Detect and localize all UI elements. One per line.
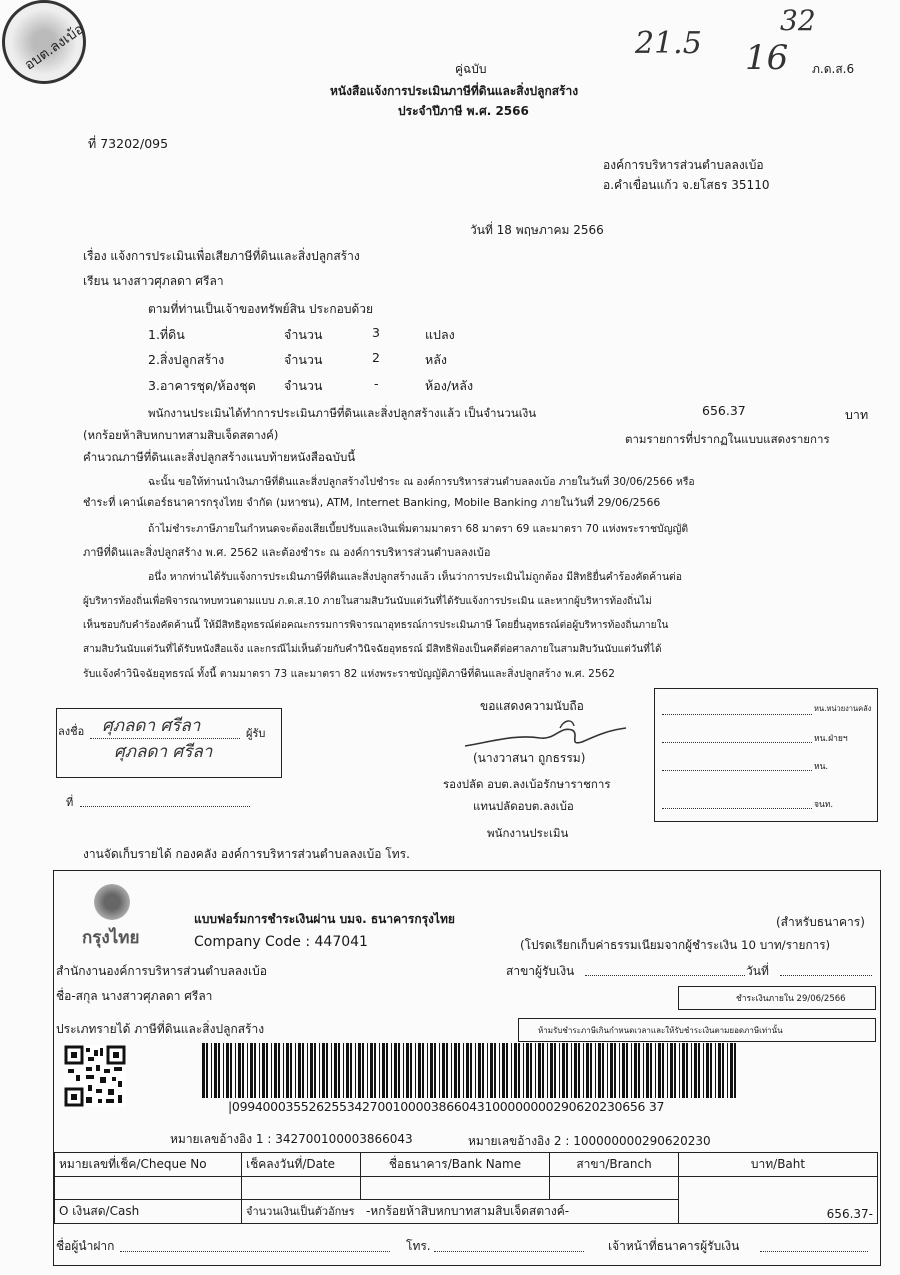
- barcode-bar: [730, 1043, 733, 1098]
- col-bank-name: ชื่อธนาคาร/Bank Name: [361, 1153, 550, 1177]
- barcode-bar: [307, 1043, 308, 1098]
- date-label: ที่: [66, 796, 74, 809]
- barcode-bar: [314, 1043, 316, 1098]
- barcode-bar: [542, 1043, 544, 1098]
- barcode-bar: [367, 1043, 368, 1098]
- barcode-bar: [703, 1043, 704, 1098]
- barcode-bar: [566, 1043, 568, 1098]
- barcode-bar: [362, 1043, 364, 1098]
- barcode-bar: [418, 1043, 421, 1098]
- document-title: หนังสือแจ้งการประเมินภาษีที่ดินและสิ่งปลูกสร้าง: [330, 84, 579, 98]
- barcode-bar: [386, 1043, 388, 1098]
- barcode-bar: [338, 1043, 340, 1098]
- company-code: Company Code : 447041: [194, 934, 368, 950]
- barcode-bar: [283, 1043, 284, 1098]
- barcode-bar: [343, 1043, 344, 1098]
- tel-label: โทร.: [406, 1239, 431, 1253]
- barcode-bar: [646, 1043, 649, 1098]
- paragraph-3c: เห็นชอบกับคำร้องคัดค้านนี้ ให้มีสิทธิอุทธรณ์ต่อคณะกรรมการพิจารณาอุทธรณ์การประเมินภาษี โดยยื่นอุทธรณ์ต่อผู้บริหารท้องถิ่นภายใน: [83, 620, 669, 631]
- approval-line-3: [662, 770, 812, 771]
- barcode-bar: [278, 1043, 280, 1098]
- seal-stamp-text: อบต.ลงเบ้อ: [21, 21, 87, 74]
- barcode-bar: [511, 1043, 512, 1098]
- payslip-title: แบบฟอร์มการชำระเงินผ่าน บมจ. ธนาคารกรุงไทย: [194, 912, 455, 926]
- calculation-line: คำนวณภาษีที่ดินและสิ่งปลูกสร้างแนบท้ายหนังสือฉบับนี้: [83, 450, 356, 464]
- barcode-bar: [526, 1043, 529, 1098]
- receiver-name-handwritten: ศุภลดา ศรีลา: [114, 742, 213, 762]
- barcode-bar: [598, 1043, 601, 1098]
- barcode-bar: [206, 1043, 208, 1098]
- paragraph-2b: ภาษีที่ดินและสิ่งปลูกสร้าง พ.ศ. 2562 และต้องชำระ ณ องค์การบริหารส่วนตำบลลงเบ้อ: [83, 546, 491, 559]
- bank-logo-text: กรุงไทย: [82, 928, 140, 948]
- barcode-bar: [638, 1043, 640, 1098]
- list-reference: ตามรายการที่ปรากฏในแบบแสดงรายการ: [625, 432, 830, 446]
- barcode-bar: [374, 1043, 376, 1098]
- barcode-number: |099400035526255342700100003866043100000000290620230656 37: [228, 1099, 665, 1114]
- barcode-bar: [286, 1043, 289, 1098]
- date-label-slip: วันที่: [746, 964, 769, 978]
- barcode-bar: [247, 1043, 248, 1098]
- branch-line: [585, 975, 745, 976]
- item-unit-1: แปลง: [425, 327, 455, 342]
- barcode-bar: [550, 1043, 553, 1098]
- barcode-bar: [442, 1043, 445, 1098]
- date-line: [80, 806, 250, 807]
- barcode-bar: [271, 1043, 272, 1098]
- barcode-bar: [578, 1043, 580, 1098]
- barcode-bar: [274, 1043, 277, 1098]
- barcode-bar: [350, 1043, 352, 1098]
- item-unit-2: หลัง: [425, 352, 448, 367]
- depositor-label: ชื่อผู้นำฝาก: [56, 1239, 115, 1253]
- barcode-bar: [422, 1043, 424, 1098]
- barcode-bar: [410, 1043, 412, 1098]
- barcode-bar: [562, 1043, 565, 1098]
- barcode-bar: [406, 1043, 409, 1098]
- sign-label: ลงชื่อ: [58, 725, 85, 738]
- barcode-bar: [262, 1043, 265, 1098]
- barcode-bar: [310, 1043, 313, 1098]
- approval-line-1: [662, 714, 812, 715]
- barcode-bar: [554, 1043, 556, 1098]
- barcode-bar: [415, 1043, 416, 1098]
- recipient-line: เรียน นางสาวศุภลดา ศรีลา: [83, 274, 224, 288]
- amount-in-words: (หกร้อยห้าสิบหกบาทสามสิบเจ็ดสตางค์): [83, 428, 279, 442]
- barcode-bar: [254, 1043, 256, 1098]
- col-branch: สาขา/Branch: [550, 1153, 679, 1177]
- barcode-bar: [595, 1043, 596, 1098]
- blank-cell: [55, 1177, 242, 1200]
- org-name: องค์การบริหารส่วนตำบลลงเบ้อ: [603, 158, 764, 172]
- paragraph-3e: รับแจ้งคำวินิจฉัยอุทธรณ์ ทั้งนี้ ตามมาตรา 73 และมาตรา 82 แห่งพระราชบัญญัติภาษีที่ดินและสิ่งปลูกสร้าง พ.ศ. 2562: [83, 668, 615, 680]
- barcode-bar: [574, 1043, 577, 1098]
- officer-name: (นางวาสนา ถูกธรรม): [473, 751, 586, 765]
- barcode-bar: [434, 1043, 436, 1098]
- regards-line: ขอแสดงความนับถือ: [480, 699, 584, 713]
- cash-option: O เงินสด/Cash: [55, 1200, 242, 1224]
- barcode-bar: [427, 1043, 428, 1098]
- item-qty-3: -: [374, 376, 379, 391]
- item-name-1: 1.ที่ดิน: [148, 327, 185, 342]
- table-header-row: [55, 1153, 878, 1177]
- slip-amount: 656.37-: [826, 1207, 873, 1221]
- paragraph-3b: ผู้บริหารท้องถิ่นเพื่อพิจารณาทบทวนตามแบบ ภ.ด.ส.10 ภายในสามสิบวันนับแต่วันที่ได้รับแจ้งการประเมิน และหากผู้บริหารท้องถิ่นไม่: [83, 596, 652, 607]
- barcode-bar: [679, 1043, 680, 1098]
- barcode-bar: [571, 1043, 572, 1098]
- barcode-bar: [470, 1043, 472, 1098]
- barcode-bar: [250, 1043, 253, 1098]
- barcode-bar: [482, 1043, 484, 1098]
- barcode-bar: [586, 1043, 589, 1098]
- paragraph-1a: ฉะนั้น ขอให้ท่านนำเงินภาษีที่ดินและสิ่งปลูกสร้างไปชำระ ณ องค์การบริหารส่วนตำบลลงเบ้อ ภายในวันที่ 30/06/2566 หรือ: [148, 476, 695, 488]
- barcode-bar: [211, 1043, 212, 1098]
- slip-amount-words: -หกร้อยห้าสิบหกบาทสามสิบเจ็ดสตางค์-: [365, 1204, 570, 1218]
- barcode-bar: [454, 1043, 457, 1098]
- date-line-slip: [780, 975, 872, 976]
- barcode-bar: [682, 1043, 685, 1098]
- barcode-bar: [487, 1043, 488, 1098]
- item-name-2: 2.สิ่งปลูกสร้าง: [148, 352, 225, 367]
- barcode-bar: [559, 1043, 560, 1098]
- barcode-bar: [446, 1043, 448, 1098]
- barcode-bar: [518, 1043, 520, 1098]
- barcode-bar: [722, 1043, 724, 1098]
- warning-text: ห้ามรับชำระภาษีเกินกำหนดเวลาและให้รับชำระเงินตามยอดภาษีเท่านั้น: [538, 1026, 783, 1035]
- barcode-bar: [451, 1043, 452, 1098]
- currency-label: บาท: [845, 407, 869, 422]
- barcode-bar: [619, 1043, 620, 1098]
- table-blank-row: [55, 1177, 878, 1200]
- barcode-bar: [494, 1043, 496, 1098]
- handwritten-number-3: 32: [780, 4, 816, 37]
- officer-position-1: รองปลัด อบต.ลงเบ้อรักษาราชการ: [443, 777, 611, 791]
- approval-label-1: หน.หน่วยงานคลัง: [814, 704, 872, 713]
- intro-line: ตามที่ท่านเป็นเจ้าของทรัพย์สิน ประกอบด้วย: [148, 302, 374, 316]
- barcode-bar: [514, 1043, 517, 1098]
- barcode-bar: [298, 1043, 301, 1098]
- barcode-bar: [202, 1043, 205, 1098]
- paragraph-1b: ชำระที่ เคาน์เตอร์ธนาคารกรุงไทย จำกัด (มหาชน), ATM, Internet Banking, Mobile Banking ภายในวันที่ 29/06/2566: [83, 496, 661, 509]
- barcode-bar: [326, 1043, 328, 1098]
- payer-name: ชื่อ-สกุล นางสาวศุภลดา ศรีลา: [56, 989, 213, 1003]
- approval-label-4: จนท.: [814, 800, 834, 810]
- barcode-bar: [502, 1043, 505, 1098]
- barcode-bar: [691, 1043, 692, 1098]
- payment-table: [54, 1152, 878, 1224]
- barcode-bar: [439, 1043, 440, 1098]
- barcode-bar: [398, 1043, 400, 1098]
- officer-position-2: แทนปลัดอบต.ลงเบ้อ: [473, 799, 574, 813]
- item-label-3: จำนวน: [284, 378, 323, 393]
- barcode-bar: [430, 1043, 433, 1098]
- barcode-bar: [602, 1043, 604, 1098]
- barcode-bar: [662, 1043, 664, 1098]
- barcode-bar: [226, 1043, 229, 1098]
- org-address: อ.คำเขื่อนแก้ว จ.ยโสธร 35110: [603, 178, 770, 192]
- barcode-bar: [478, 1043, 481, 1098]
- copy-label: คู่ฉบับ: [455, 62, 487, 76]
- item-unit-3: ห้อง/หลัง: [425, 378, 474, 393]
- barcode-bar: [658, 1043, 661, 1098]
- handwritten-number-2: 16: [745, 38, 789, 78]
- bank-officer-label: เจ้าหน้าที่ธนาคารผู้รับเงิน: [608, 1239, 740, 1253]
- item-label-1: จำนวน: [284, 327, 323, 342]
- approval-line-2: [662, 742, 812, 743]
- barcode-bar: [655, 1043, 656, 1098]
- item-name-3: 3.อาคารชุด/ห้องชุด: [148, 378, 256, 393]
- barcode-bar: [490, 1043, 493, 1098]
- barcode-bar: [650, 1043, 652, 1098]
- blank-cell: [242, 1177, 361, 1200]
- barcode-bar: [242, 1043, 244, 1098]
- reference-2: หมายเลขอ้างอิง 2 : 100000000290620230: [468, 1134, 711, 1148]
- barcode-bar: [391, 1043, 392, 1098]
- barcode-bar: [230, 1043, 232, 1098]
- pay-by-date: ชำระเงินภายใน 29/06/2566: [736, 994, 846, 1004]
- barcode-bar: [622, 1043, 625, 1098]
- item-qty-2: 2: [372, 350, 380, 365]
- barcode-bar: [295, 1043, 296, 1098]
- col-baht: บาท/Baht: [679, 1153, 878, 1177]
- assessed-amount: 656.37: [702, 403, 746, 418]
- bank-officer-line: [760, 1251, 868, 1252]
- document-date: วันที่ 18 พฤษภาคม 2566: [470, 223, 604, 237]
- approval-label-3: หน.: [814, 762, 829, 772]
- barcode-bar: [718, 1043, 721, 1098]
- barcode-bar: [547, 1043, 548, 1098]
- barcode-bar: [223, 1043, 224, 1098]
- barcode-bar: [710, 1043, 712, 1098]
- barcode-bar: [458, 1043, 460, 1098]
- barcode-bar: [698, 1043, 700, 1098]
- barcode-bar: [590, 1043, 592, 1098]
- barcode-bar: [259, 1043, 260, 1098]
- barcode-bar: [523, 1043, 524, 1098]
- blank-cell: [550, 1177, 679, 1200]
- fee-note: (โปรดเรียกเก็บค่าธรรมเนียมจากผู้ชำระเงิน 10 บาท/รายการ): [520, 938, 831, 952]
- barcode-bar: [319, 1043, 320, 1098]
- barcode-bar: [266, 1043, 268, 1098]
- document-subtitle: ประจำปีภาษี พ.ศ. 2566: [398, 104, 529, 118]
- assessment-line: พนักงานประเมินได้ทำการประเมินภาษีที่ดินและสิ่งปลูกสร้างแล้ว เป็นจำนวนเงิน: [148, 406, 537, 420]
- barcode-bar: [331, 1043, 332, 1098]
- barcode: [200, 1043, 740, 1098]
- barcode-bar: [607, 1043, 608, 1098]
- amount-words-label: จำนวนเงินเป็นตัวอักษร: [246, 1205, 355, 1218]
- barcode-bar: [394, 1043, 397, 1098]
- barcode-bar: [355, 1043, 356, 1098]
- bank-logo-icon: [94, 884, 130, 920]
- barcode-bar: [334, 1043, 337, 1098]
- blank-cell: [679, 1177, 878, 1224]
- receiver-signature: ศุภลดา ศรีลา: [102, 716, 201, 736]
- barcode-bar: [238, 1043, 241, 1098]
- barcode-bar: [403, 1043, 404, 1098]
- col-cheque-no: หมายเลขที่เช็ค/Cheque No: [55, 1153, 242, 1177]
- barcode-bar: [727, 1043, 728, 1098]
- qr-code: [64, 1045, 126, 1107]
- barcode-bar: [535, 1043, 536, 1098]
- barcode-bar: [235, 1043, 236, 1098]
- barcode-bar: [626, 1043, 628, 1098]
- approval-line-4: [662, 808, 812, 809]
- barcode-bar: [734, 1043, 736, 1098]
- barcode-bar: [322, 1043, 325, 1098]
- barcode-bar: [499, 1043, 500, 1098]
- barcode-bar: [302, 1043, 304, 1098]
- barcode-bar: [466, 1043, 469, 1098]
- barcode-bar: [382, 1043, 385, 1098]
- paragraph-2a: ถ้าไม่ชำระภาษีภายในกำหนดจะต้องเสียเบี้ยปรับและเงินเพิ่มตามมาตรา 68 มาตรา 69 และมาตรา 70 แห่งพระราชบัญญัติ: [148, 523, 689, 535]
- for-bank-label: (สำหรับธนาคาร): [776, 915, 865, 929]
- barcode-bar: [634, 1043, 637, 1098]
- barcode-bar: [631, 1043, 632, 1098]
- barcode-bar: [610, 1043, 613, 1098]
- branch-label: สาขาผู้รับเงิน: [506, 964, 575, 978]
- barcode-bar: [706, 1043, 709, 1098]
- receiver-label: ผู้รับ: [246, 727, 266, 740]
- barcode-bar: [614, 1043, 616, 1098]
- depositor-line: [120, 1251, 390, 1252]
- tax-type: ประเภทรายได้ ภาษีที่ดินและสิ่งปลูกสร้าง: [56, 1022, 265, 1036]
- approval-label-2: หน.ฝ่ายฯ: [814, 734, 848, 744]
- officer-position-3: พนักงานประเมิน: [487, 826, 569, 840]
- barcode-bar: [530, 1043, 532, 1098]
- barcode-bar: [214, 1043, 217, 1098]
- barcode-bar: [694, 1043, 697, 1098]
- document-number: ที่ 73202/095: [88, 136, 169, 151]
- barcode-bar: [538, 1043, 541, 1098]
- barcode-bar: [667, 1043, 668, 1098]
- reference-1: หมายเลขอ้างอิง 1 : 342700100003866043: [170, 1132, 413, 1146]
- barcode-bar: [506, 1043, 508, 1098]
- item-label-2: จำนวน: [284, 352, 323, 367]
- col-date: เช็คลงวันที่/Date: [242, 1153, 361, 1177]
- barcode-bar: [463, 1043, 464, 1098]
- barcode-bar: [670, 1043, 673, 1098]
- tel-line: [434, 1251, 584, 1252]
- amount-words-cell: [242, 1200, 679, 1224]
- barcode-bar: [379, 1043, 380, 1098]
- subject-line: เรื่อง แจ้งการประเมินเพื่อเสียภาษีที่ดินและสิ่งปลูกสร้าง: [83, 249, 360, 263]
- paragraph-3d: สามสิบวันนับแต่วันที่ได้รับหนังสือแจ้ง และกรณีไม่เห็นด้วยกับคำวินิจฉัยอุทธรณ์ มีสิทธิฟ้องเป็นคดีต่อศาลภายในสามสิบวันนับแต่วันที่ได้: [83, 644, 662, 655]
- barcode-bar: [370, 1043, 373, 1098]
- form-code: ภ.ด.ส.6: [812, 62, 855, 76]
- barcode-bar: [686, 1043, 688, 1098]
- barcode-bar: [218, 1043, 220, 1098]
- barcode-bar: [583, 1043, 584, 1098]
- barcode-bar: [346, 1043, 349, 1098]
- barcode-bar: [674, 1043, 676, 1098]
- item-qty-1: 3: [372, 325, 380, 340]
- barcode-bar: [475, 1043, 476, 1098]
- paragraph-3a: อนึ่ง หากท่านได้รับแจ้งการประเมินภาษีที่ดินและสิ่งปลูกสร้างแล้ว เห็นว่าการประเมินไม่ถูกต้อง มีสิทธิยื่นคำร้องคัดค้านต่อ: [148, 571, 683, 583]
- barcode-bar: [358, 1043, 361, 1098]
- handwritten-number: 21.5: [635, 26, 702, 61]
- blank-cell: [361, 1177, 550, 1200]
- department-line: งานจัดเก็บรายได้ กองคลัง องค์การบริหารส่วนตำบลลงเบ้อ โทร.: [83, 847, 410, 861]
- barcode-bar: [715, 1043, 716, 1098]
- officer-signature: [460, 712, 630, 754]
- barcode-bar: [643, 1043, 644, 1098]
- office-name: สำนักงานองค์การบริหารส่วนตำบลลงเบ้อ: [56, 964, 267, 978]
- barcode-bar: [290, 1043, 292, 1098]
